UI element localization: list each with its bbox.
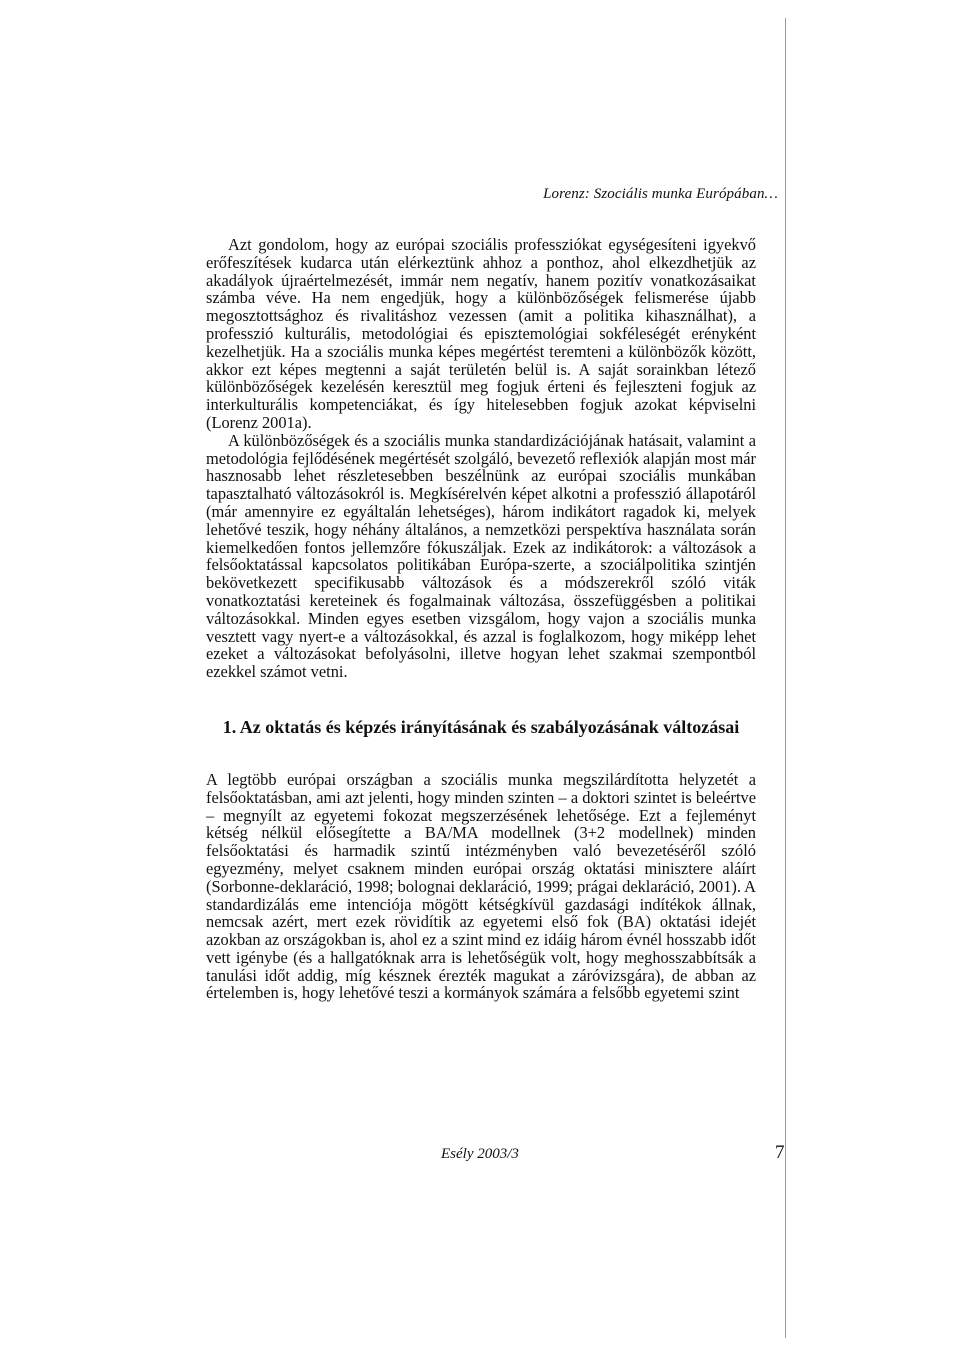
paragraph-section-1: A legtöbb európai országban a szociális munka megszilárdította helyzetét a felsőoktatásban, ami azt jelenti, hogy minden szinten – a doktori szintet is beleértve – megnyílt az egyetemi fokozat megszerzésének lehetősége. Ezt a fejleményt kétség nélkül elősegítette a BA/MA modellnek (3+2 modellnek) minden felsőoktatási és harmadik szintű intézményben való bevezetéséről szóló egyezmény, melyet csaknem minden európai ország oktatási minisztere aláírt (Sorbonne-deklaráció, 1998; bolognai deklaráció, 1999; prágai deklaráció, 2001). A standardizálás eme intenciója mögött kétségkívül gazdasági indítékok állnak, nemcsak azért, mert ezek rövidítik az egyetemi első fok (BA) oktatási idejét azokban az országokban is, ahol ez a szint mind ez idáig három évnél hosszabb időt vett igénybe (és a hallgatóknak arra is lehetőségük volt, hogy meghosszabbítsák a tanulási időt addig, míg késznek érezték magukat a záróvizsgára), de abban az értelemben is, hogy lehetővé teszi a kormányok számára a felsőbb egyetemi szint [206,769,756,1003]
paragraph-intro-1: Azt gondolom, hogy az európai szociális professziókat egységesíteni igyekvő erőfeszítések kudarca után elérkeztünk ahhoz a ponthoz, ahol elkezdhetjük az akadályok újraértelmezését, immár nem negatív, hanem pozitív vonatkozásaikat számba véve. Ha nem engedjük, hogy a különbözőségek felismerése újabb megosztottsághoz és rivalitáshoz vezessen (amit a politika kihasználhat), a professzió kulturális, metodológiai és episztemológiai sokféleségét erényként kezelhetjük. Ha a szociális munka képes megértést teremteni a különbözők között, akkor ezt képes megtenni a saját területén belül is. A saját sorainkban létező különbözőségek kezelésén keresztül meg fogjuk érteni és fejleszteni fogjuk az interkulturális kompetenciákat, és így hitelesebben fogjuk azokat képviselni (Lorenz 2001a). [206,235,756,432]
running-head: Lorenz: Szociális munka Európában… [543,186,778,202]
footer-journal: Esély 2003/3 [441,1146,519,1162]
page-number: 7 [775,1142,785,1163]
margin-rule [785,18,786,1338]
article-body [206,236,756,1002]
section-heading: 1. Az oktatás és képzés irányításának és szabályozásának változásai [222,716,740,737]
paragraph-intro-2: A különbözőségek és a szociális munka standardizációjának hatásait, valamint a metodológia fejlődésének megértését szolgáló, bevezető reflexiók alapján most már hasznosabb lehet részletesebben beszélnünk az európai szociális munkában tapasztalható változásokról is. Megkísérelvén képet alkotni a professzió állapotáról (már amennyire ez egyáltalán lehetséges), három indikátort ragadok ki, melyek lehetővé teszik, hogy néhány általános, a nemzetközi perspektíva használata során kiemelkedően fontos jellemzőre fókuszáljak. Ezek az indikátorok: a változások a felsőoktatással kapcsolatos politikában Európa-szerte, a szociálpolitika szintjén bekövetkezett specifikusabb változások és a módszerekről szóló viták vonatkoztatási kereteinek és fogalmainak változása, összefüggésben a politikai változásokkal. Minden egyes esetben vizsgálom, hogy vajon a szociális munka vesztett vagy nyert-e a változásokkal, és azzal is foglalkozom, hogy miképp lehet ezeket a változásokat befolyásolni, illetve hogyan lehet szakmai szempontból ezekkel számot vetni. [206,430,756,682]
